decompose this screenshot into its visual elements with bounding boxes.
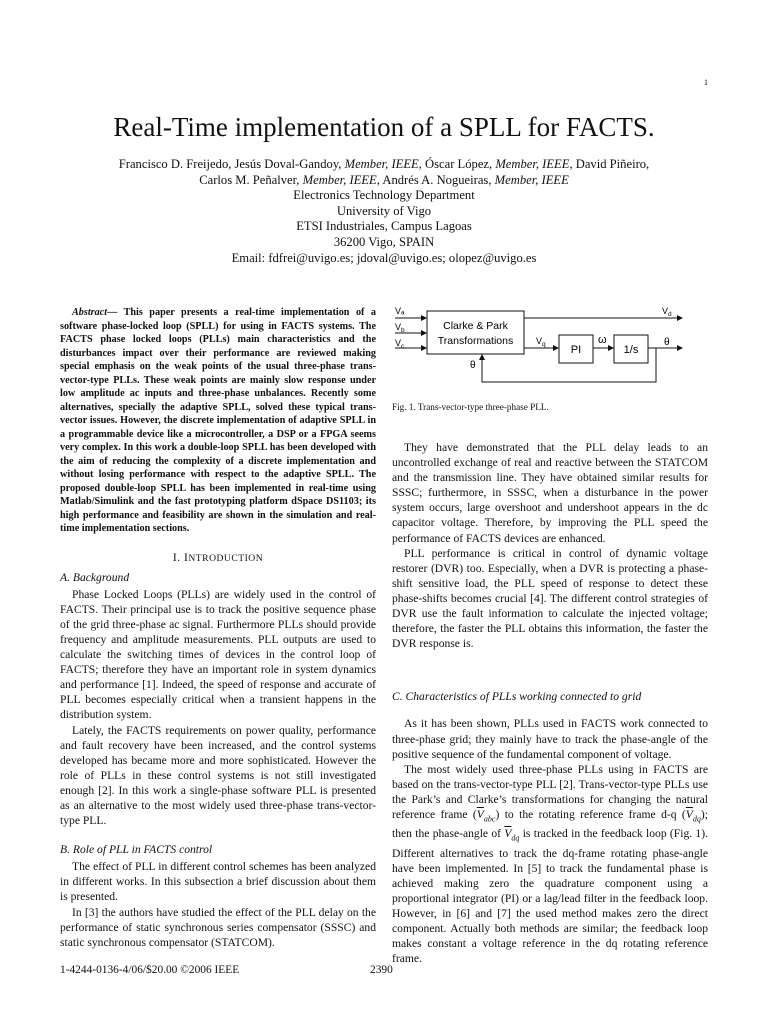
- vector-v-abc: $\overline{V}$: [476, 807, 484, 821]
- abstract-text: — This paper presents a real-time implementation of a software phase-locked loop (SPLL) for using in FACTS systems. The FACTS phase locked loops (PLLs) main characteristics and the disturbances impact over their performance are reviewed making special emphasis on the weak points of the usual three-phase trans-vector-type PLLs. These weak points are mainly slow response under low amplitude ac inputs and three-phase unbalances. Recently some alternatives, specially the adaptive SPLL, solved these typical trans-vector issues. However, the discrete implementation of adaptive SPLL in a programmable device like a microcontroller, a DSP or a FPGA seems very complex. In this work a double-loop SPLL has been developed with the aim of reducing the complexity of a discrete implementation and without losing performance with respect to the adaptive SPLL. The proposed double-loop SPLL has been implemented in real-time using Matlab/Simulink and the fast prototyping platform dSpace DS1103; its high performance and feasibility are shown in the simulation and real-time implementation sections.: [60, 307, 376, 534]
- member-ieee: Member, IEEE: [302, 172, 377, 187]
- text-run: ) to the rotating reference frame d-q (: [495, 807, 686, 821]
- theta-output-label: θ: [664, 337, 670, 348]
- clarke-park-label-1: Clarke & Park: [443, 320, 508, 332]
- paragraph: PLL performance is critical in control of dynamic voltage restorer (DVR) too. Especially, when a DVR is protecting a phase-shift sensitive load, the PLL speed of response to detect these phase-shifts becomes crucial [4]. The different control strategies of DVR use the fault information to calculate the injected voltage; therefore, the faster the PLL obtains this information, the faster the DVR response is.: [392, 546, 708, 651]
- section-title-rest: NTRODUCTION: [188, 552, 264, 564]
- integrator-label: 1/s: [623, 344, 639, 356]
- author-names: , Óscar López,: [418, 157, 496, 171]
- paragraph: As it has been shown, PLLs used in FACTS work connected to three-phase grid; they mainly have to track the phase-angle of the positive sequence of the fundamental component of voltage.: [392, 717, 708, 761]
- right-column: [392, 440, 708, 967]
- figure-pll-diagram: [392, 300, 708, 400]
- omega-label: ω: [598, 334, 607, 346]
- member-ieee: Member, IEEE: [494, 172, 569, 187]
- member-ieee: Member, IEEE: [344, 157, 419, 171]
- clarke-park-block: [427, 311, 524, 354]
- footer-page-number: 2390: [370, 964, 393, 976]
- affiliation-line: Electronics Technology Department: [293, 188, 475, 203]
- abstract: [60, 306, 376, 536]
- author-line-2: [60, 173, 708, 189]
- page-number: 1: [704, 78, 708, 87]
- left-column: [60, 306, 376, 950]
- feedback-theta-label: θ: [470, 360, 476, 371]
- paragraph: The effect of PLL in different control schemes has been analyzed in different works. In this subsection a brief discussion about them is presented.: [60, 860, 376, 904]
- text-run: The most widely used three-phase PLLs using in FACTS are based on the trans-vector-type PLL [2]. Trans-vector-type PLLs use the Park’s and Clarke’s transformations for changing the natural reference frame (: [392, 762, 708, 821]
- author-names: , Andrés A. Nogueiras,: [376, 172, 495, 187]
- footer-copyright: 1-4244-0136-4/06/$20.00 ©2006 IEEE: [60, 964, 240, 976]
- section-first-letter: I: [184, 550, 189, 564]
- vector-v-dq: $\overline{V}$: [504, 827, 512, 841]
- paragraph: In [3] the authors have studied the effect of the PLL delay on the performance of static synchronous series compensator (SSSC) and static synchronous compensator (STATCOM).: [60, 905, 376, 949]
- input-vc-label: $V_c$: [395, 338, 405, 350]
- input-va-label: Vₐ: [395, 306, 405, 316]
- pi-label: PI: [570, 344, 582, 356]
- input-vb-label: $V_b$: [395, 322, 405, 334]
- author-names: , David Piñeiro,: [569, 157, 650, 171]
- affiliation-line: ETSI Industriales, Campus Lagoas: [296, 219, 472, 234]
- affiliation-line: University of Vigo: [336, 203, 432, 218]
- subscript-dq: dq: [692, 814, 701, 824]
- pll-block-diagram: [392, 300, 708, 400]
- author-names: Francisco D. Freijedo, Jesús Doval-Gandoy,: [118, 157, 345, 171]
- section-heading-introduction: [60, 550, 376, 566]
- text-run: is tracked in the feedback loop (Fig. 1). Different alternatives to track the dq-frame rotating phase-angle have been implemented. In [5] to track the fundamental phase is achieved making zero the quadrature component using a proportional integrator (PI) or a lag/lead filter in the feedback loop. However, in [6] and [7] the used method makes zero the direct component. Actually both methods are similar; the feedback loop makes constant a voltage reference in the dq rotating reference frame.: [392, 827, 708, 966]
- subsection-heading-characteristics: C. Characteristics of PLLs working connected to grid: [392, 690, 642, 704]
- figure-caption: Fig. 1. Trans-vector-type three-phase PLL.: [392, 402, 549, 412]
- vd-label: $V_d$: [662, 306, 672, 318]
- subsection-heading-background: A. Background: [60, 570, 130, 584]
- paragraph: Lately, the FACTS requirements on power quality, performance and fault recovery have been increased, and the control systems developed has became more and more sophisticated. However the role of PLLs in these control systems is not still investigated enough [2]. In this work a single-phase software PLL is presented as an alternative to the most widely used three-phase trans-vector-type PLL.: [60, 723, 376, 828]
- paper-title: Real-Time implementation of a SPLL for FACTS.: [113, 112, 655, 142]
- paragraph: They have demonstrated that the PLL delay leads to an uncontrolled exchange of real and reactive between the STATCOM and the transmission line. They have obtained similar results for SSSC; furthermore, in SSSC, when a disturbance in the power system occurs, large overshoot and undershoot appears in the dc capacitor voltage. Therefore, by improving the PLL speed the performance of FACTS devices are enhanced.: [392, 441, 708, 545]
- subscript-abc: abc: [483, 814, 496, 824]
- abstract-label: Abstract: [72, 307, 108, 318]
- paragraph: Phase Locked Loops (PLLs) are widely used in the control of FACTS. Their principal use is to track the positive sequence phase of the grid three-phase ac signal. Furthermore PLLs should provide frequency and amplitude measurements. PLL outputs are used to calculate the switching times of devices in the control loop of FACTS; therefore they have an important role in system dynamics and performance [1]. Indeed, the speed of response and accurate of PLL becomes especially critical when a transient happens in the distribution system.: [60, 587, 376, 722]
- subscript-dq: dq: [511, 833, 520, 843]
- text-run: ); then the phase-angle of: [392, 807, 708, 841]
- vq-label: $V_q$: [536, 336, 546, 348]
- member-ieee: Member, IEEE: [495, 157, 570, 171]
- author-names: Carlos M. Peñalver,: [199, 172, 303, 187]
- subsection-heading-role: B. Role of PLL in FACTS control: [60, 843, 213, 857]
- section-number: I.: [172, 550, 184, 564]
- author-block: [60, 157, 708, 266]
- affiliation-line: 36200 Vigo, SPAIN: [333, 234, 435, 249]
- author-line-1: [60, 157, 708, 173]
- paragraph: [392, 762, 708, 967]
- email-line: Email: fdfrei@uvigo.es; jdoval@uvigo.es; olopez@uvigo.es: [231, 250, 537, 265]
- clarke-park-label-2: Transformations: [437, 335, 514, 347]
- vector-v-dq: $\overline{V}$: [685, 807, 693, 821]
